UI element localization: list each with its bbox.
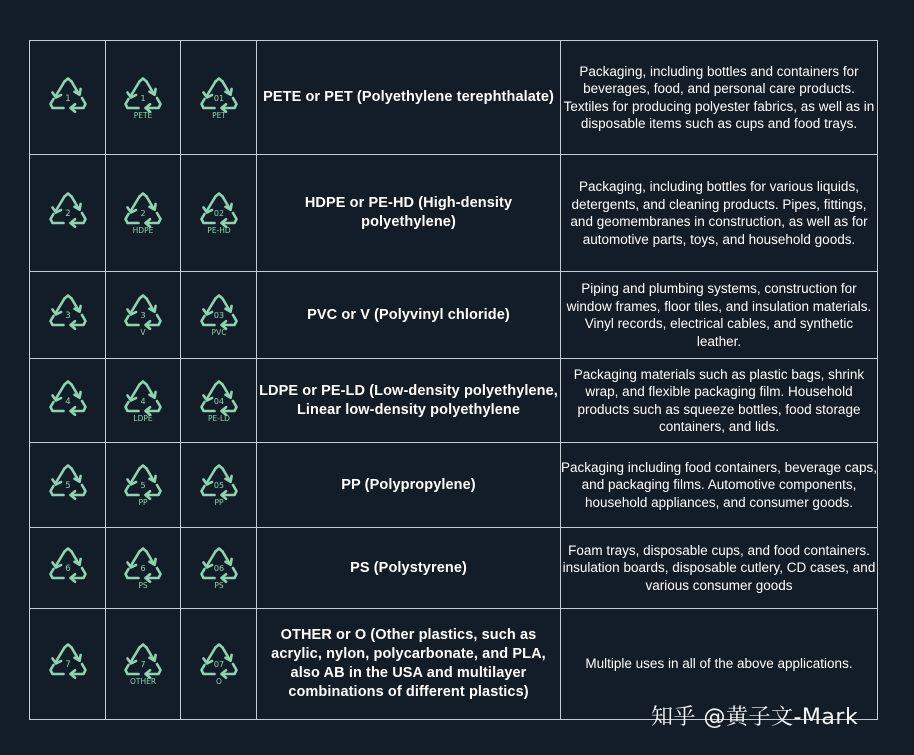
resin-code: 02 <box>213 209 224 218</box>
resin-abbreviation: V <box>140 328 146 337</box>
symbol-cell-abbr <box>106 272 181 359</box>
recycling-triangle-icon <box>123 190 163 236</box>
table-row <box>30 528 878 609</box>
recycling-triangle-icon <box>199 378 239 424</box>
table-row <box>30 41 878 155</box>
resin-abbreviation: OTHER <box>129 677 157 686</box>
resin-codes-body <box>30 41 878 720</box>
plastic-uses: Packaging, including bottles and containers for beverages, food, and personal care products. Textiles for producing polyester fabrics, as well as in disposable items such as cups and food trays. <box>561 41 878 155</box>
resin-number: 3 <box>64 311 71 321</box>
symbol-cell-number <box>30 443 106 528</box>
recycling-triangle-icon <box>48 378 88 424</box>
resin-number: 3 <box>140 311 146 320</box>
recycling-triangle-icon <box>123 641 163 687</box>
plastic-name: PVC or V (Polyvinyl chloride) <box>257 272 561 359</box>
resin-number: 5 <box>140 481 146 490</box>
symbol-cell-number <box>30 155 106 272</box>
recycling-triangle-icon <box>199 641 239 687</box>
recycling-triangle-icon <box>123 462 163 508</box>
symbol-cell-number <box>30 272 106 359</box>
plastic-name: OTHER or O (Other plastics, such as acrylic, nylon, polycarbonate, and PLA, also AB in the USA and multilayer combinations of different plastics) <box>257 609 561 720</box>
resin-code: 07 <box>213 660 224 669</box>
resin-code: 05 <box>213 481 224 490</box>
plastic-uses: Piping and plumbing systems, construction for window frames, floor tiles, and insulation materials. Vinyl records, electrical cables, and synthetic leather. <box>561 272 878 359</box>
resin-number: 4 <box>64 396 71 407</box>
recycling-triangle-icon <box>123 292 163 338</box>
resin-number: 7 <box>140 660 146 669</box>
resin-number: 1 <box>64 93 71 104</box>
resin-number: 6 <box>140 564 146 573</box>
symbol-cell-code <box>181 609 257 720</box>
plastic-uses: Packaging materials such as plastic bags, shrink wrap, and flexible packaging film. Household products such as squeeze bottles, food storage containers, and lids. <box>561 359 878 443</box>
resin-code-abbreviation: PP <box>213 498 224 507</box>
plastic-name: PETE or PET (Polyethylene terephthalate) <box>257 41 561 155</box>
resin-code-abbreviation: PE-LD <box>207 413 230 423</box>
symbol-cell-number <box>30 359 106 443</box>
symbol-cell-abbr <box>106 443 181 528</box>
plastic-name: PP (Polypropylene) <box>257 443 561 528</box>
resin-number: 2 <box>140 209 146 218</box>
table-row <box>30 155 878 272</box>
resin-code: 04 <box>213 396 224 406</box>
symbol-cell-abbr <box>106 41 181 155</box>
recycling-triangle-icon <box>48 641 88 687</box>
resin-number: 2 <box>64 209 71 219</box>
resin-number: 7 <box>64 660 71 670</box>
resin-code-abbreviation: PE-HD <box>206 226 231 235</box>
resin-code: 03 <box>213 311 224 320</box>
table-row <box>30 359 878 443</box>
resin-abbreviation: PETE <box>133 110 153 120</box>
recycling-triangle-icon <box>123 545 163 591</box>
recycling-triangle-icon <box>199 462 239 508</box>
resin-number: 1 <box>140 93 146 103</box>
symbol-cell-abbr <box>106 155 181 272</box>
plastic-name: LDPE or PE-LD (Low-density polyethylene, Linear low-density polyethylene <box>257 359 561 443</box>
resin-abbreviation: LDPE <box>133 413 153 423</box>
plastic-uses: Packaging, including bottles for various liquids, detergents, and cleaning products. Pipes, fittings, and geomembranes in construction, as well as for automotive parts, toys, and household goods. <box>561 155 878 272</box>
resin-code-abbreviation: PS <box>213 581 224 590</box>
plastic-name: HDPE or PE-HD (High-density polyethylene) <box>257 155 561 272</box>
watermark: 知乎 @黄子文-Mark <box>651 705 859 730</box>
resin-abbreviation: PS <box>138 581 148 590</box>
plastic-uses: Multiple uses in all of the above applications. <box>561 609 878 720</box>
recycling-triangle-icon <box>123 378 163 424</box>
recycling-triangle-icon <box>199 190 239 236</box>
resin-code-abbreviation: O <box>215 677 222 686</box>
symbol-cell-code <box>181 443 257 528</box>
resin-number: 5 <box>64 481 71 491</box>
recycling-triangle-icon <box>48 75 88 121</box>
symbol-cell-abbr <box>106 609 181 720</box>
plastic-uses: Foam trays, disposable cups, and food containers. insulation boards, disposable cutlery, CD cases, and various consumer goods <box>561 528 878 609</box>
recycling-triangle-icon <box>48 292 88 338</box>
symbol-cell-abbr <box>106 528 181 609</box>
recycling-triangle-icon <box>199 292 239 338</box>
resin-number: 6 <box>64 564 71 574</box>
resin-code-abbreviation: PET <box>211 110 226 120</box>
symbol-cell-code <box>181 272 257 359</box>
symbol-cell-code <box>181 155 257 272</box>
plastic-name: PS (Polystyrene) <box>257 528 561 609</box>
resin-codes-table <box>29 40 878 720</box>
symbol-cell-number <box>30 41 106 155</box>
table-row <box>30 443 878 528</box>
resin-code: 01 <box>213 93 224 103</box>
resin-abbreviation: HDPE <box>132 226 154 235</box>
symbol-cell-code <box>181 359 257 443</box>
recycling-triangle-icon <box>199 75 239 121</box>
recycling-triangle-icon <box>123 75 163 121</box>
resin-code-abbreviation: PVC <box>211 328 226 337</box>
recycling-triangle-icon <box>48 545 88 591</box>
resin-number: 4 <box>140 396 146 406</box>
resin-abbreviation: PP <box>138 498 148 507</box>
plastic-uses: Packaging including food containers, beverage caps, and packaging films. Automotive components, household appliances, and consumer goods. <box>561 443 878 528</box>
symbol-cell-code <box>181 41 257 155</box>
recycling-triangle-icon <box>199 545 239 591</box>
resin-code: 06 <box>213 564 224 573</box>
symbol-cell-number <box>30 609 106 720</box>
recycling-triangle-icon <box>48 462 88 508</box>
symbol-cell-abbr <box>106 359 181 443</box>
table-row <box>30 272 878 359</box>
recycling-triangle-icon <box>48 190 88 236</box>
symbol-cell-number <box>30 528 106 609</box>
symbol-cell-code <box>181 528 257 609</box>
